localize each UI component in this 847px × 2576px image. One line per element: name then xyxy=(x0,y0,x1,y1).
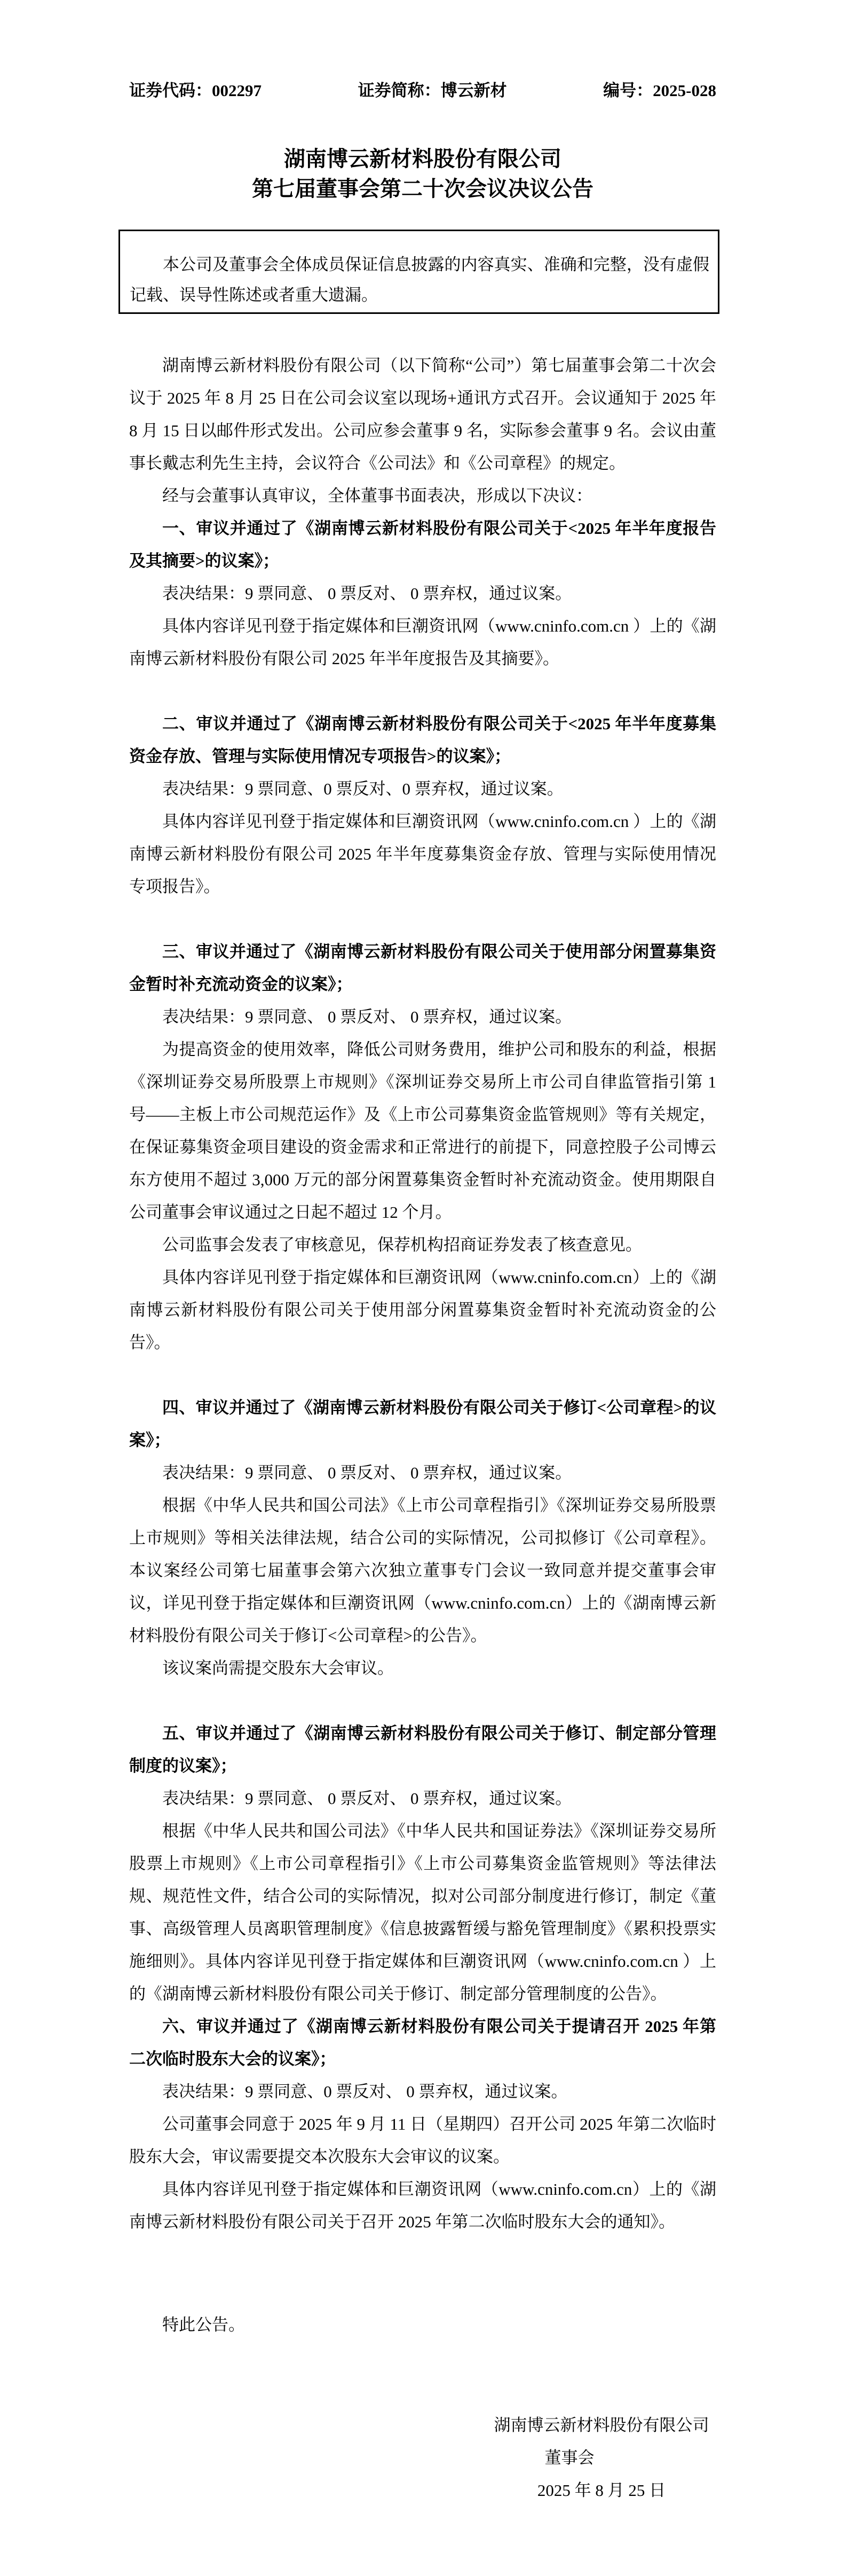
signature-board: 董事会 xyxy=(544,2448,595,2467)
para-vote-result-1: 表决结果：9 票同意、 0 票反对、 0 票弃权，通过议案。 xyxy=(162,584,572,603)
para-item-4-shareholder-review: 该议案尚需提交股东大会审议。 xyxy=(162,1659,394,1677)
para-meeting-overview: 湖南博云新材料股份有限公司（以下简称“公司”）第七届董事会第二十次会议于 2025 年 8 月 25 日在公司会议室以现场+通讯方式召开。会议通知于 2025 年 8 月 15 日以邮件形式发出。公司应参会董事 9 名，实际参会董事 9 名。会议由董事长戴志利先生主持，会议符合《公司法》和《公司章程》的规定。 xyxy=(129,356,716,472)
blank-line xyxy=(129,675,716,707)
heading-item-1: 一、审议并通过了《湖南博云新材料股份有限公司关于<2025 年半年度报告及其摘要>的议案》； xyxy=(129,519,716,570)
para-item-5-explanation: 根据《中华人民共和国公司法》《中华人民共和国证券法》《深圳证券交易所股票上市规则》《上市公司章程指引》《上市公司募集资金监管规则》等法律法规、规范性文件，结合公司的实际情况，拟对公司部分制度进行修订，制定《董事、高级管理人员离职管理制度》《信息披露暂缓与豁免管理制度》《累积投票实施细则》。具体内容详见刊登于指定媒体和巨潮资讯网（www.cninfo.com.cn ）上的《湖南博云新材料股份有限公司关于修订、制定部分管理制度的公告》。 xyxy=(129,1822,716,2003)
securities-header xyxy=(129,80,716,101)
declaration-text: 本公司及董事会全体成员保证信息披露的内容真实、准确和完整，没有虚假记载、误导性陈述或者重大遗漏。 xyxy=(130,255,709,304)
para-vote-result-5: 表决结果：9 票同意、 0 票反对、 0 票弃权，通过议案。 xyxy=(162,1789,572,1808)
para-item-4-explanation: 根据《中华人民共和国公司法》《上市公司章程指引》《深圳证券交易所股票上市规则》等相关法律法规，结合公司的实际情况，公司拟修订《公司章程》。本议案经公司第七届董事会第六次独立董事专门会议一致同意并提交董事会审议，详见刊登于指定媒体和巨潮资讯网（www.cninfo.com.cn）上的《湖南博云新材料股份有限公司关于修订<公司章程>的公告》。 xyxy=(129,1496,716,1645)
para-detail-2: 具体内容详见刊登于指定媒体和巨潮资讯网（www.cninfo.com.cn ）上的《湖南博云新材料股份有限公司 2025 年半年度募集资金存放、管理与实际使用情况专项报告》。 xyxy=(129,812,716,896)
para-item-6-meeting-date: 公司董事会同意于 2025 年 9 月 11 日（星期四）召开公司 2025 年第二次临时股东大会，审议需要提交本次股东大会审议的议案。 xyxy=(129,2115,716,2166)
heading-item-2: 二、审议并通过了《湖南博云新材料股份有限公司关于<2025 年半年度募集资金存放、管理与实际使用情况专项报告>的议案》； xyxy=(129,714,716,766)
signature-date: 2025 年 8 月 25 日 xyxy=(537,2481,666,2500)
heading-item-6: 六、审议并通过了《湖南博云新材料股份有限公司关于提请召开 2025 年第二次临时股东大会的议案》； xyxy=(129,2017,716,2068)
stock-code: 证券代码：002297 xyxy=(129,81,262,100)
heading-item-4: 四、审议并通过了《湖南博云新材料股份有限公司关于修订<公司章程>的议案》； xyxy=(129,1398,716,1450)
blank-line xyxy=(129,903,716,935)
para-vote-result-6: 表决结果：9 票同意、0 票反对、 0 票弃权，通过议案。 xyxy=(162,2082,568,2101)
signature-block xyxy=(487,2409,716,2507)
para-detail-3: 具体内容详见刊登于指定媒体和巨潮资讯网（www.cninfo.com.cn）上的《湖南博云新材料股份有限公司关于使用部分闲置募集资金暂时补充流动资金的公告》。 xyxy=(129,1268,716,1352)
para-resolution-intro: 经与会董事认真审议，全体董事书面表决，形成以下决议： xyxy=(162,486,592,505)
signature-company: 湖南博云新材料股份有限公司 xyxy=(494,2416,709,2435)
para-item-3-supervisor-opinion: 公司监事会发表了审核意见，保荐机构招商证券发表了核查意见。 xyxy=(162,1235,642,1254)
para-vote-result-3: 表决结果：9 票同意、 0 票反对、 0 票弃权，通过议案。 xyxy=(162,1007,572,1026)
heading-item-3: 三、审议并通过了《湖南博云新材料股份有限公司关于使用部分闲置募集资金暂时补充流动资金的议案》； xyxy=(129,942,716,994)
para-item-3-explanation: 为提高资金的使用效率，降低公司财务费用，维护公司和股东的利益，根据《深圳证券交易所股票上市规则》《深圳证券交易所上市公司自律监管指引第 1 号——主板上市公司规范运作》及《上市公司募集资金监管规则》等有关规定，在保证募集资金项目建设的资金需求和正常进行的前提下，同意控股子公司博云东方使用不超过 3,000 万元的部分闲置募集资金暂时补充流动资金。使用期限自公司董事会审议通过之日起不超过 12 个月。 xyxy=(129,1040,716,1222)
blank-line xyxy=(129,1684,716,1717)
company-name-title: 湖南博云新材料股份有限公司 xyxy=(284,147,561,171)
para-vote-result-4: 表决结果：9 票同意、 0 票反对、 0 票弃权，通过议案。 xyxy=(162,1463,572,1482)
para-detail-1: 具体内容详见刊登于指定媒体和巨潮资讯网（www.cninfo.com.cn ）上的《湖南博云新材料股份有限公司 2025 年半年度报告及其摘要》。 xyxy=(129,617,716,668)
meeting-resolution-title: 第七届董事会第二十次会议决议公告 xyxy=(252,177,593,201)
blank-line xyxy=(129,1359,716,1391)
announcement-number: 编号：2025-028 xyxy=(603,81,716,100)
heading-item-5: 五、审议并通过了《湖南博云新材料股份有限公司关于修订、制定部分管理制度的议案》； xyxy=(129,1724,716,1775)
declaration-box xyxy=(118,230,719,314)
para-announcement-closing: 特此公告。 xyxy=(162,2315,245,2334)
stock-abbreviation: 证券简称：博云新材 xyxy=(358,81,507,100)
para-vote-result-2: 表决结果：9 票同意、0 票反对、0 票弃权，通过议案。 xyxy=(162,779,564,798)
para-detail-6: 具体内容详见刊登于指定媒体和巨潮资讯网（www.cninfo.com.cn）上的《湖南博云新材料股份有限公司关于召开 2025 年第二次临时股东大会的通知》。 xyxy=(129,2180,716,2231)
